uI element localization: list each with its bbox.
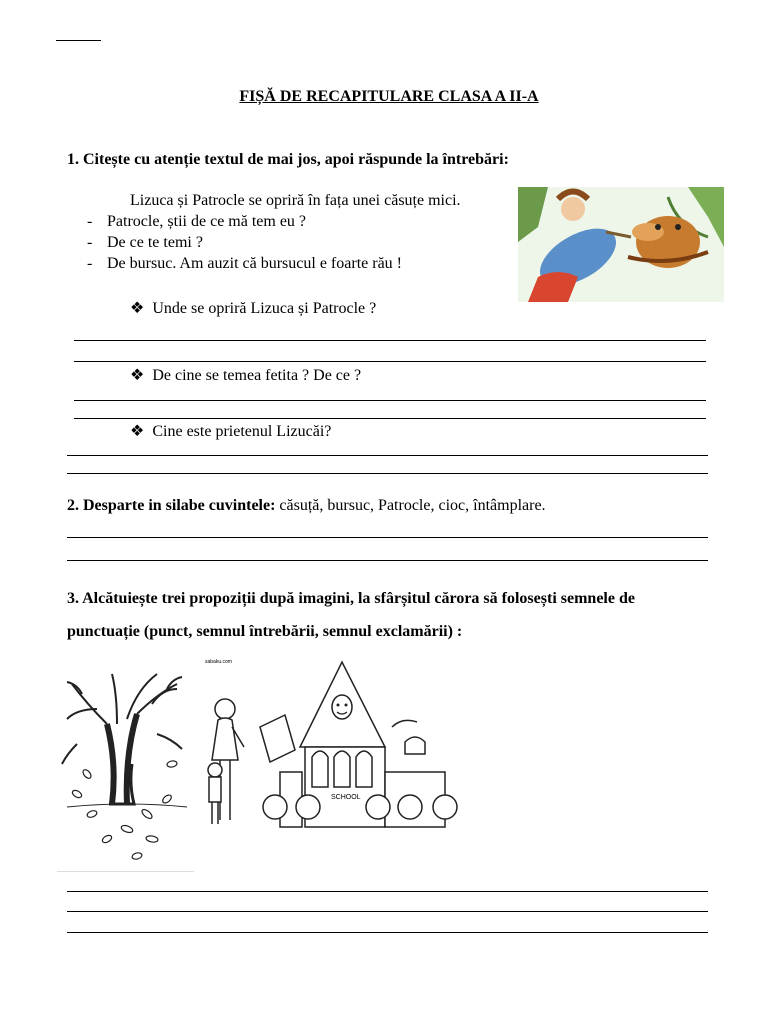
lizuca-patrocle-illustration	[518, 187, 724, 302]
answer-line[interactable]	[67, 932, 708, 933]
answer-line[interactable]	[67, 473, 708, 474]
diamond-bullet-icon: ❖	[130, 423, 145, 440]
exercise-2-heading	[67, 496, 546, 516]
dialogue-dash: -	[87, 213, 93, 230]
question-text: De cine se temea fetita ? De ce ?	[152, 367, 362, 384]
dialogue-text: Patrocle, știi de ce mă tem eu ?	[107, 213, 307, 230]
question-1	[130, 299, 376, 319]
dialogue-text: De ce te temi ?	[107, 234, 203, 251]
question-3	[130, 422, 331, 442]
diamond-bullet-icon: ❖	[130, 367, 145, 384]
dialogue-dash: -	[87, 234, 93, 251]
answer-line[interactable]	[67, 455, 708, 456]
exercise-3-heading-line2: punctuație (punct, semnul întrebării, semnul exclamării) :	[67, 623, 463, 640]
answer-line[interactable]	[74, 418, 706, 419]
answer-line[interactable]	[67, 560, 708, 561]
answer-line[interactable]	[74, 361, 706, 362]
exercise-2-label: 2. Desparte in silabe cuvintele:	[67, 497, 276, 514]
answer-line[interactable]	[67, 537, 708, 538]
exercise-3-heading-line1: 3. Alcătuiește trei propoziții după imagini, la sfârșitul cărora să folosești semnele de	[67, 590, 635, 607]
header-rule	[56, 40, 101, 41]
question-text: Unde se opriră Lizuca și Patrocle ?	[152, 300, 377, 317]
dialogue-line	[87, 212, 306, 232]
reading-intro: Lizuca și Patrocle se opriră în fața unei căsuțe mici.	[130, 192, 461, 209]
diamond-bullet-icon: ❖	[130, 300, 145, 317]
dialogue-line	[87, 254, 402, 274]
question-text: Cine este prietenul Lizucăi?	[152, 423, 332, 440]
exercise-1-heading: 1. Citește cu atenție textul de mai jos, apoi răspunde la întrebări:	[67, 151, 509, 168]
school-sign-text: SCHOOL	[331, 794, 361, 801]
dialogue-dash: -	[87, 255, 93, 272]
answer-line[interactable]	[74, 340, 706, 341]
exercise-2-words: căsuță, bursuc, Patrocle, cioc, întâmplare.	[275, 497, 546, 514]
school-illustration	[200, 657, 475, 847]
dialogue-text: De bursuc. Am auzit că bursucul e foarte rău !	[107, 255, 402, 272]
answer-line[interactable]	[67, 911, 708, 912]
question-2	[130, 366, 361, 386]
answer-line[interactable]	[74, 400, 706, 401]
autumn-tree-illustration	[57, 664, 194, 872]
answer-line[interactable]	[67, 891, 708, 892]
dialogue-line	[87, 233, 203, 253]
page-title: FIȘĂ DE RECAPITULARE CLASA A II-A	[239, 88, 539, 105]
watermark-text: sabaku.com	[205, 659, 232, 665]
